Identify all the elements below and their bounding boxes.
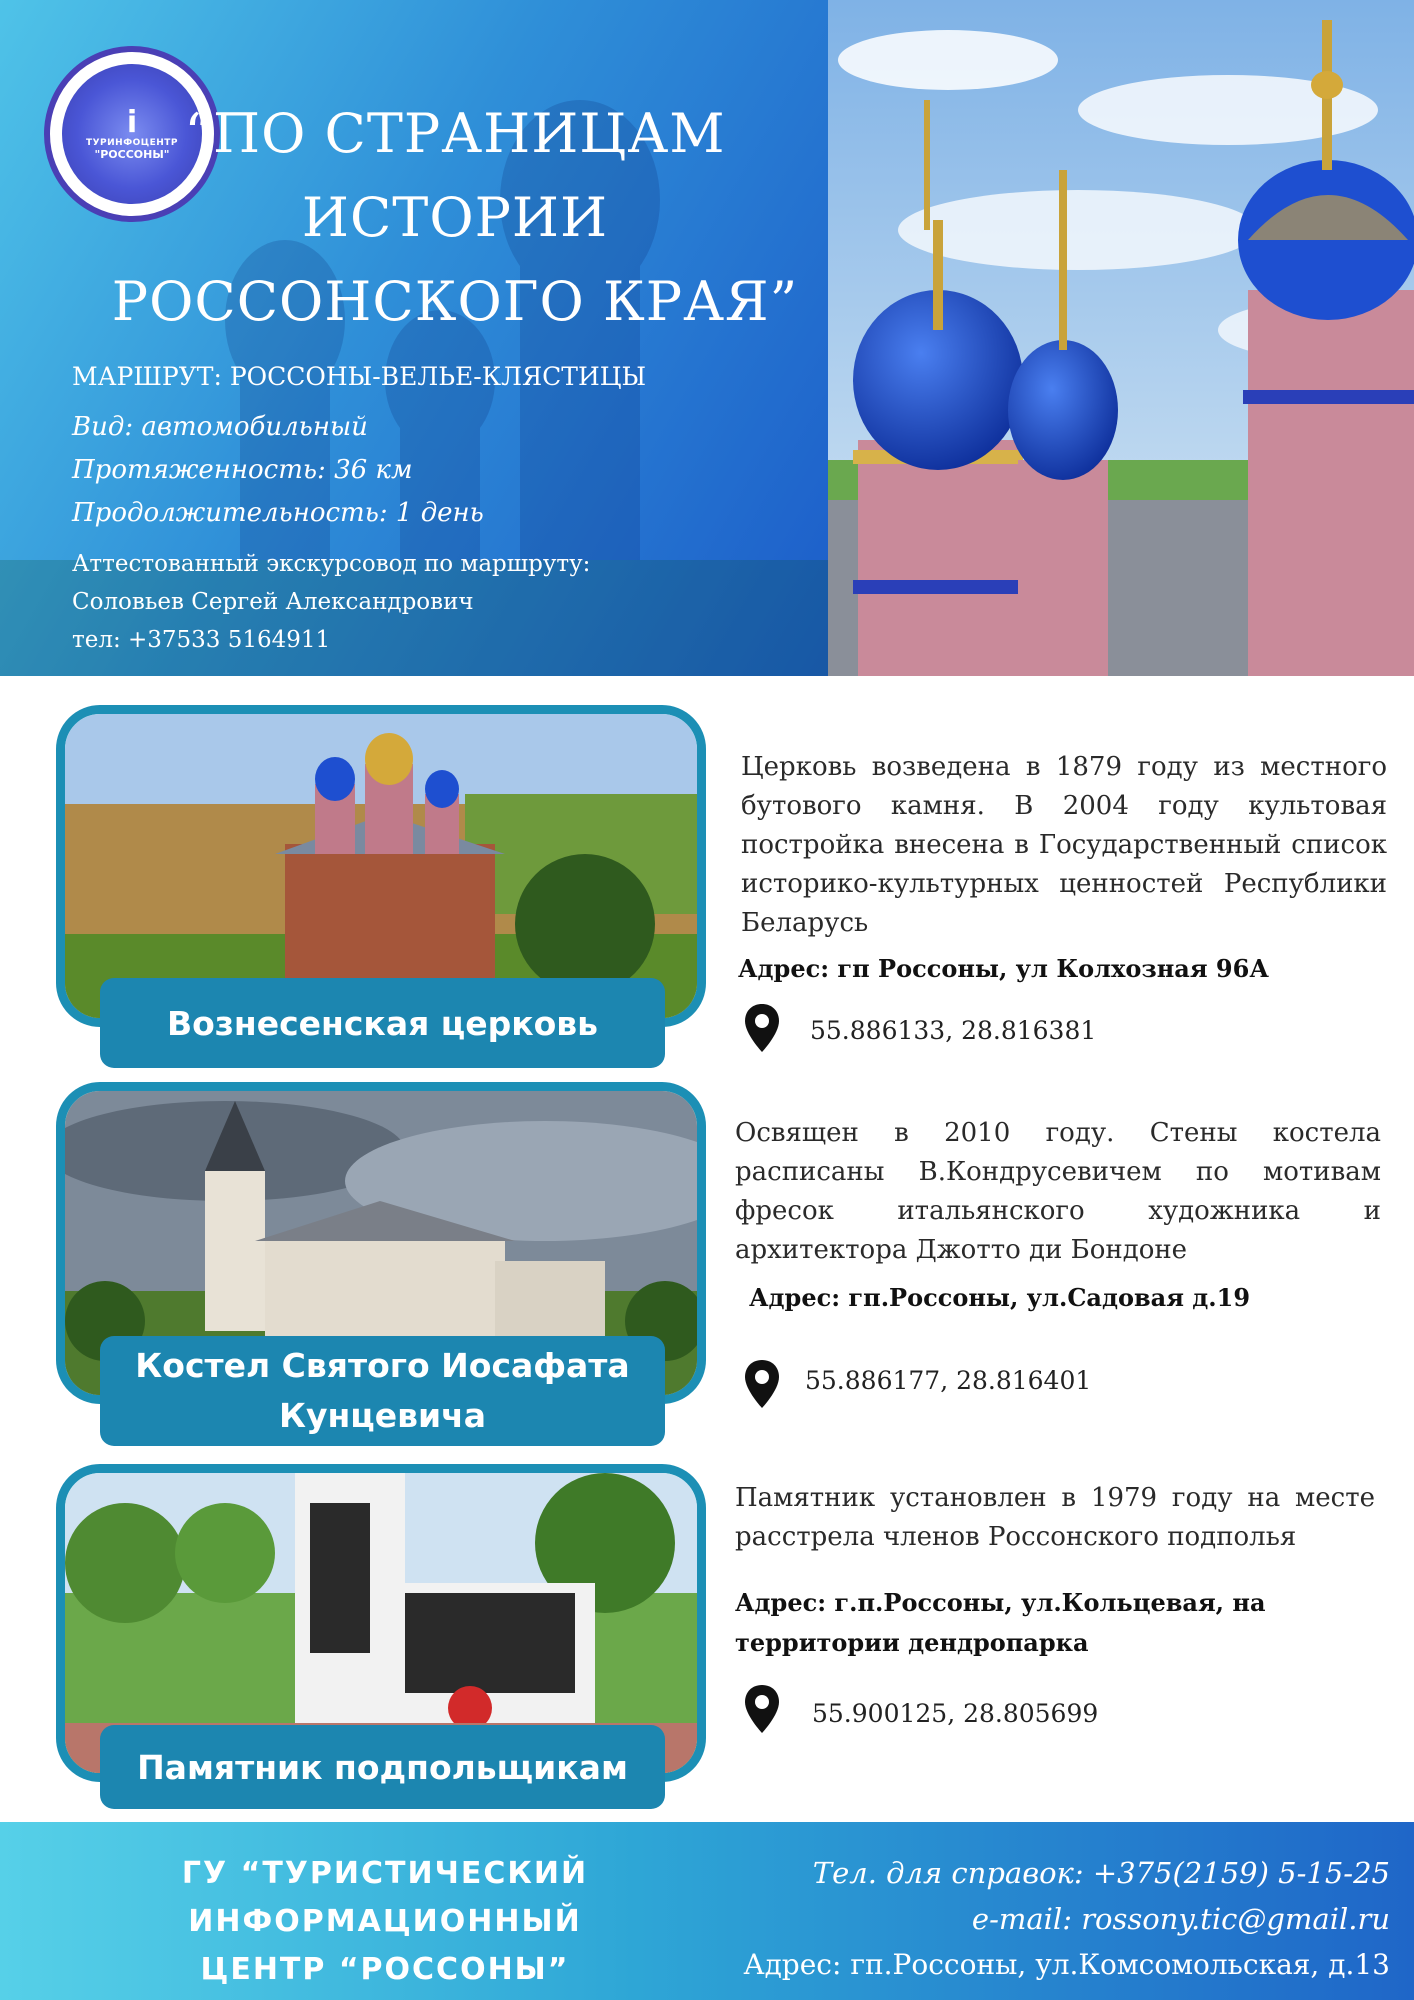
guide-name: Соловьев Сергей Александрович (72, 589, 474, 615)
organization-name (0, 1850, 770, 1994)
site-2-description: Освящен в 2010 году. Стены костела расписаны В.Кондрусевичем по мотивам фресок итальянского художника и архитектора Джотто ди Бондоне (735, 1118, 1381, 1265)
site-3-address-line-1: Адрес: г.п.Россоны, ул.Кольцевая, на (735, 1588, 1266, 1617)
title-line-3: РОССОНСКОГО КРАЯ” (111, 270, 799, 333)
site-1-coordinates[interactable]: 55.886133, 28.816381 (810, 1016, 1097, 1045)
site-2-label-line-2: Кунцевича (278, 1396, 487, 1435)
org-line-1: ГУ “ТУРИСТИЧЕСКИЙ ИНФОРМАЦИОННЫЙ (181, 1856, 589, 1939)
page-title (100, 92, 810, 344)
site-1-description: Церковь возведена в 1879 году из местного бутового камня. В 2004 году культовая постройка внесена в Государственный список историко-культурных ценностей Республики Беларусь (741, 752, 1387, 938)
header-photo-domes (828, 0, 1414, 676)
footer-phone[interactable]: Тел. для справок: +375(2159) 5-15-25 (812, 1856, 1390, 1890)
info-icon: i (126, 104, 138, 140)
footer-address: Адрес: гп.Россоны, ул.Комсомольская, д.13 (743, 1948, 1390, 1981)
site-3-coordinates[interactable]: 55.900125, 28.805699 (812, 1699, 1099, 1728)
trip-length: Протяженность: 36 км (72, 455, 413, 485)
site-3-description: Памятник установлен в 1979 году на месте расстрела членов Россонского подполья (735, 1483, 1375, 1552)
location-pin-icon (745, 1004, 779, 1052)
site-3-label: Памятник подпольщикам (100, 1725, 665, 1809)
site-2-address: Адрес: гп.Россоны, ул.Садовая д.19 (749, 1283, 1251, 1312)
location-pin-icon (745, 1685, 779, 1733)
site-3-address (735, 1583, 1266, 1663)
header-banner (0, 0, 1414, 676)
footer-bar (0, 1822, 1414, 2000)
footer-email[interactable]: e-mail: rossony.tic@gmail.ru (971, 1902, 1390, 1936)
org-line-2: ЦЕНТР “РОССОНЫ” (200, 1952, 570, 1987)
location-pin-icon (745, 1360, 779, 1408)
site-2-label (100, 1336, 665, 1446)
site-1-address: Адрес: гп Россоны, ул Колхозная 96А (738, 954, 1269, 983)
route-text: МАРШРУТ: РОССОНЫ-ВЕЛЬЕ-КЛЯСТИЦЫ (72, 362, 647, 391)
site-2-label-line-1: Костел Святого Иосафата (135, 1346, 630, 1385)
site-3-address-line-2: территории дендропарка (735, 1628, 1089, 1657)
logo-text-line2: "РОССОНЫ" (94, 147, 170, 161)
title-line-2: ИСТОРИИ (301, 186, 609, 249)
guide-label: Аттестованный экскурсовод по маршруту: (72, 551, 591, 577)
guide-phone[interactable]: тел: +37533 5164911 (72, 627, 331, 653)
logo-text-line1: ТУРИНФОЦЕНТР (85, 137, 179, 148)
trip-duration: Продолжительность: 1 день (72, 498, 484, 528)
trip-type: Вид: автомобильный (72, 412, 368, 442)
site-1-label: Вознесенская церковь (100, 978, 665, 1068)
site-2-coordinates[interactable]: 55.886177, 28.816401 (805, 1366, 1092, 1395)
title-line-1: “ПО СТРАНИЦАМ (184, 102, 726, 165)
